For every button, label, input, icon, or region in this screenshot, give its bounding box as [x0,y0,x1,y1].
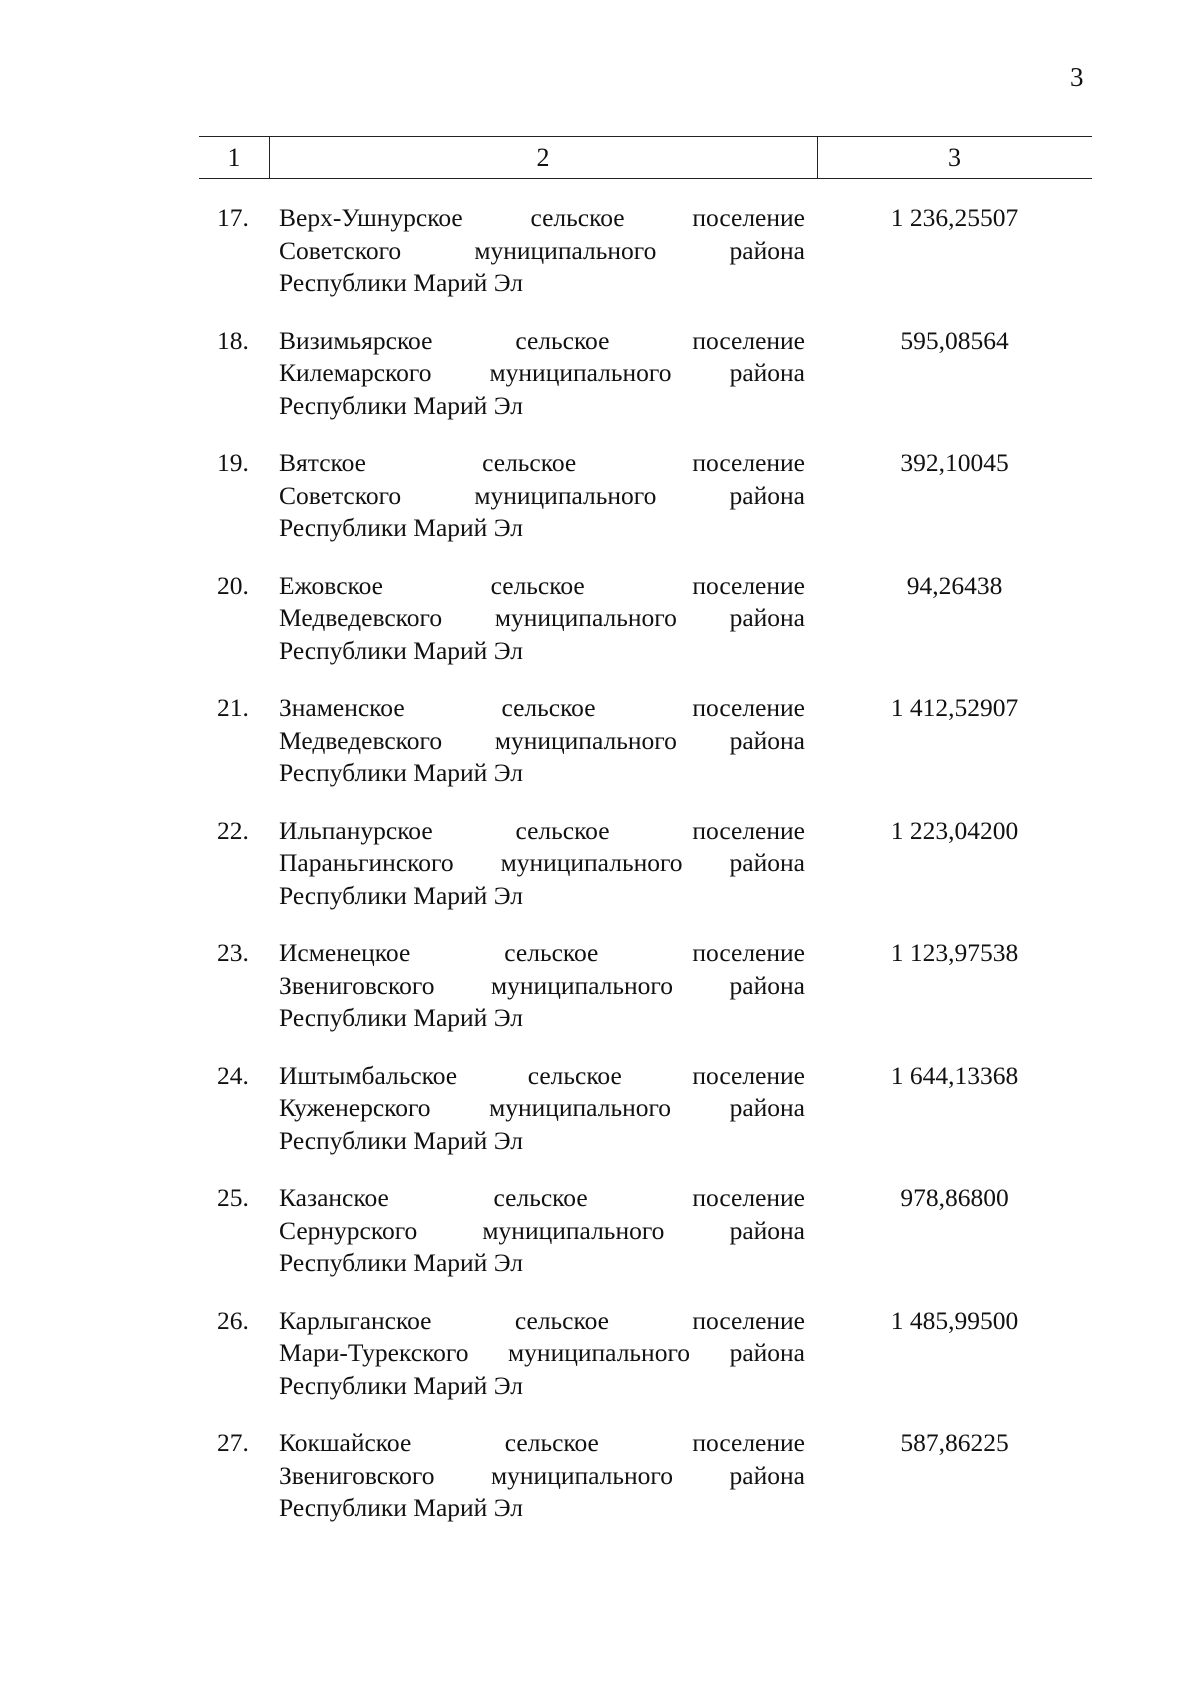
name-line-1 [279,1427,805,1460]
name-word: сельское [514,1305,609,1335]
name-line-3: Республики Марий Эл [279,1125,523,1155]
row-value: 392,10045 [900,448,1009,477]
name-word: Сернурского [279,1215,418,1245]
name-word: района [729,848,805,877]
column-divider [269,137,270,178]
name-line-3: Республики Марий Эл [279,758,523,787]
row-number: 18. [217,325,249,355]
settlement-name [279,1182,805,1280]
name-word: Звениговского [279,1460,435,1490]
settlement-name [279,1305,805,1403]
name-word: поселение [692,938,805,967]
table-row [199,1182,1092,1305]
settlement-name [279,692,805,790]
table-row [199,325,1092,448]
name-line-2 [279,970,805,1003]
row-number: 24. [217,1060,249,1090]
name-word: Параньгинского [279,848,454,877]
name-word: Советского [279,480,402,510]
row-value: 1 123,97538 [890,938,1019,967]
name-line-1 [279,570,805,603]
name-line-1 [279,1182,805,1215]
name-line-2 [279,602,805,635]
settlement-name [279,570,805,668]
name-word: района [729,603,805,632]
table-row [199,1060,1092,1183]
row-number: 27. [217,1428,249,1457]
name-line-2 [279,357,805,390]
settlement-name [279,202,805,300]
name-word: района [729,1093,805,1122]
name-word: поселение [692,448,805,477]
name-word: муниципального [474,235,657,265]
name-word: муниципального [491,1460,674,1490]
name-line-3: Республики Марий Эл [279,1003,523,1032]
table-row [199,692,1092,815]
name-word: сельское [504,938,599,967]
name-word: сельское [504,1428,599,1457]
row-number: 19. [217,448,249,477]
name-line-2 [279,1215,805,1248]
row-value: 587,86225 [900,1428,1009,1457]
name-word: сельское [482,448,577,477]
column-divider [817,137,818,178]
name-word: Карлыганское [279,1305,432,1335]
name-line-3: Республики Марий Эл [279,1370,523,1400]
name-line-1 [279,1060,805,1093]
row-number: 21. [217,693,249,722]
name-line-1 [279,447,805,480]
name-word: района [729,970,805,1000]
settlement-name [279,325,805,423]
name-word: района [729,1215,805,1245]
row-number: 17. [217,203,249,232]
name-word: Звениговского [279,970,435,1000]
name-word: Медведевского [279,603,443,632]
table-row [199,202,1092,325]
name-word: Килемарского [279,358,432,387]
name-line-1 [279,1305,805,1338]
name-line-1 [279,692,805,725]
name-word: Мари-Турекского [279,1338,469,1367]
table-row [199,570,1092,693]
name-line-3: Республики Марий Эл [279,390,523,420]
name-word: Исменецкое [279,938,411,967]
name-word: сельское [527,1060,622,1090]
name-word: поселение [692,1428,805,1457]
name-line-2 [279,235,805,268]
name-word: поселение [692,1305,805,1335]
name-line-3: Республики Марий Эл [279,268,523,297]
name-word: поселение [692,570,805,600]
name-word: поселение [692,1060,805,1090]
name-word: Вятское [279,448,366,477]
name-word: муниципального [474,480,657,510]
name-word: сельское [515,815,610,845]
name-line-2 [279,1460,805,1493]
name-line-3: Республики Марий Эл [279,1248,523,1277]
table-row [199,1305,1092,1428]
name-line-1 [279,937,805,970]
name-word: сельское [490,570,585,600]
name-word: муниципального [489,358,672,387]
name-word: сельское [501,693,596,722]
table-header [199,136,1092,179]
name-word: муниципального [489,1093,672,1122]
row-number: 22. [217,815,249,845]
name-word: Кокшайское [279,1428,412,1457]
name-line-3: Республики Марий Эл [279,880,523,910]
name-line-3: Республики Марий Эл [279,513,523,542]
name-line-1 [279,202,805,235]
table-row [199,815,1092,938]
row-value: 595,08564 [900,325,1009,355]
name-line-2 [279,725,805,758]
settlement-name [279,1060,805,1158]
name-word: Иштымбальское [279,1060,458,1090]
name-word: района [729,235,805,265]
settlement-name [279,1427,805,1525]
settlement-name [279,815,805,913]
name-word: муниципального [494,603,677,632]
name-line-3: Республики Марий Эл [279,635,523,665]
name-word: поселение [692,693,805,722]
row-value: 1 644,13368 [890,1060,1019,1090]
name-line-2 [279,847,805,880]
row-number: 26. [217,1305,249,1335]
name-word: района [729,480,805,510]
table-body [199,202,1092,1550]
table-row [199,937,1092,1060]
column-header-value: 3 [948,143,961,172]
name-word: поселение [692,1183,805,1212]
name-word: района [729,1338,805,1367]
name-word: поселение [692,203,805,232]
name-line-1 [279,325,805,358]
name-word: Знаменское [279,693,405,722]
table-row [199,1427,1092,1550]
row-value: 1 412,52907 [890,693,1019,722]
name-word: Визимьярское [279,325,433,355]
page-number: 3 [1070,62,1084,92]
row-number: 23. [217,938,249,967]
row-value: 1 223,04200 [890,815,1019,845]
row-value: 978,86800 [900,1183,1009,1212]
row-value: 1 236,25507 [890,203,1019,232]
name-word: Медведевского [279,725,443,755]
name-word: района [729,1460,805,1490]
name-word: Ежовское [279,570,383,600]
row-number: 20. [217,570,249,600]
name-word: муниципального [491,970,674,1000]
row-value: 1 485,99500 [890,1305,1019,1335]
column-header-name: 2 [536,143,550,172]
name-word: Казанское [279,1183,389,1212]
name-word: сельское [515,325,610,355]
settlement-name [279,447,805,545]
name-word: муниципального [508,1338,691,1367]
name-word: района [729,358,805,387]
name-word: муниципального [500,848,683,877]
row-number: 25. [217,1183,249,1212]
name-word: Верх-Ушнурское [279,203,463,232]
name-word: района [729,725,805,755]
name-line-1 [279,815,805,848]
name-line-2 [279,1092,805,1125]
row-value: 94,26438 [906,570,1003,600]
name-line-3: Республики Марий Эл [279,1493,523,1522]
name-word: поселение [692,325,805,355]
name-word: муниципального [494,725,677,755]
name-word: муниципального [482,1215,665,1245]
table-row [199,447,1092,570]
name-word: Ильпанурское [279,815,433,845]
name-word: сельское [530,203,625,232]
column-header-number: 1 [227,143,241,172]
name-word: поселение [692,815,805,845]
name-word: сельское [493,1183,588,1212]
name-word: Куженерского [279,1093,431,1122]
settlement-name [279,937,805,1035]
name-line-2 [279,1337,805,1370]
name-line-2 [279,480,805,513]
name-word: Советского [279,235,402,265]
